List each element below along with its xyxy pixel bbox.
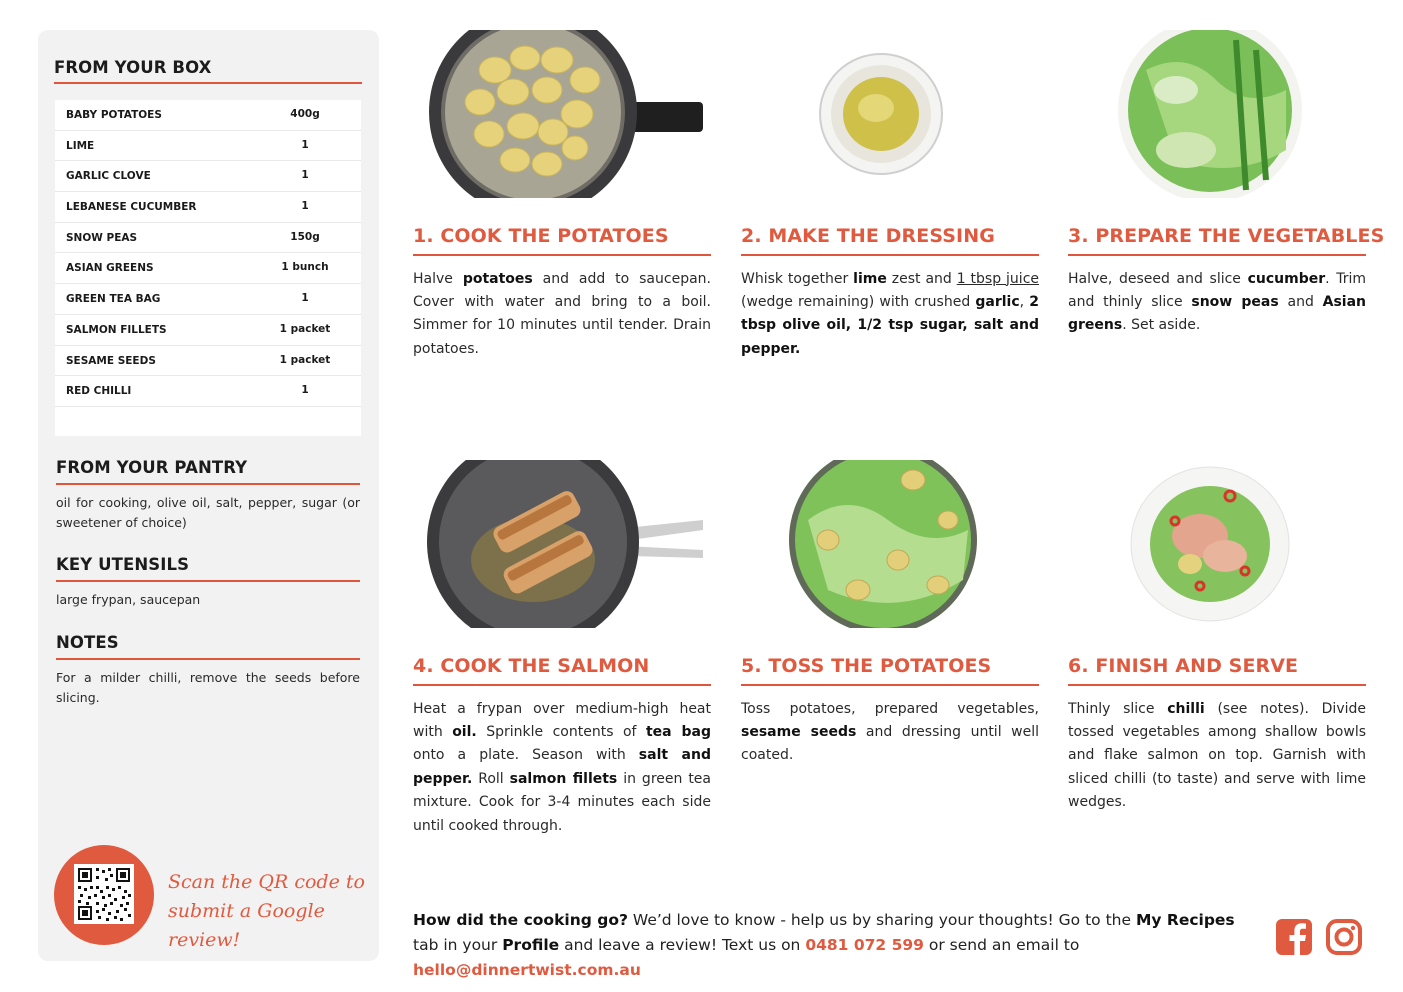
step-3 (1068, 225, 1385, 338)
notes-title: NOTES (56, 633, 119, 652)
table-row (55, 315, 361, 346)
instruction-text: . Set aside. (1122, 317, 1201, 334)
divider (56, 483, 360, 485)
step-2 (741, 225, 1039, 361)
instruction-text: Halve, deseed and slice (1068, 270, 1248, 287)
divider (741, 254, 1039, 256)
divider (56, 580, 360, 582)
ingredient-name: BABY POTATOES (66, 109, 162, 121)
divider (413, 684, 711, 686)
instruction-text: (wedge remaining) with crushed (741, 293, 976, 310)
ingredient-qty: 1 (301, 200, 309, 213)
ingredient-name: GARLIC CLOVE (66, 170, 151, 183)
ingredient-highlight: salmon fillets (509, 770, 618, 787)
step-instructions (741, 268, 1039, 362)
ingredient-qty: 1 packet (279, 322, 331, 335)
instruction-text: Roll (472, 770, 510, 787)
ingredient-name: SALMON FILLETS (66, 323, 167, 336)
notes-text: For a milder chilli, remove the seeds before slicing. (56, 669, 360, 705)
ingredient-name: SESAME SEEDS (66, 354, 156, 367)
ingredient-name: ASIAN GREENS (66, 262, 154, 275)
instruction-text: in green tea mixture. Cook for 3-4 minutes each side until cooked through. (413, 770, 712, 834)
divider (56, 658, 360, 660)
ingredient-qty: 1 (301, 138, 309, 151)
ingredient-highlight: snow peas (1191, 293, 1279, 310)
instruction-text: zest and (886, 270, 957, 287)
ingredient-highlight: chilli (1167, 700, 1205, 717)
step-title: 6. FINISH AND SERVE (1068, 655, 1299, 677)
instruction-text: Heat a frypan over medium-high heat with (413, 700, 711, 740)
step-instructions (741, 698, 1039, 768)
footer-text: We’d love to know - help us by sharing your thoughts! Go to the (627, 911, 1136, 929)
step-title: 3. PREPARE THE VEGETABLES (1068, 225, 1385, 247)
table-row (55, 223, 361, 254)
ingredient-qty: 400g (290, 108, 320, 120)
qr-caption: Scan the QR code to submit a Google review! (168, 871, 365, 951)
review-question: How did the cooking go? (413, 911, 628, 929)
phone-link[interactable]: 0481 072 599 (805, 936, 924, 954)
potatoes-saucepan-image (425, 30, 705, 198)
ingredient-highlight: potatoes (462, 270, 533, 287)
divider (1068, 684, 1366, 686)
notes-section (56, 633, 360, 708)
divider (1068, 254, 1366, 256)
sidebar (38, 30, 379, 961)
pantry-section (56, 458, 360, 533)
ingredient-highlight: sesame seeds (741, 723, 857, 740)
footer-text: or send an email to (923, 936, 1080, 954)
ingredient-highlight: Asian greens (1068, 293, 1366, 334)
table-row (55, 284, 361, 315)
ingredient-qty: 150g (290, 230, 320, 243)
profile-link[interactable]: Profile (502, 936, 560, 954)
instruction-text: . Trim and thinly slice (1068, 270, 1366, 310)
vegetables-plate-image (1116, 30, 1304, 198)
utensils-title: KEY UTENSILS (56, 555, 190, 574)
facebook-icon[interactable] (1275, 918, 1313, 956)
step-title: 4. COOK THE SALMON (413, 655, 650, 677)
instruction-text: and (1278, 293, 1323, 310)
ingredient-qty: 1 packet (279, 353, 331, 366)
qr-code[interactable] (74, 864, 134, 924)
ingredient-qty: 1 (301, 384, 309, 397)
step-title: 2. MAKE THE DRESSING (741, 225, 995, 247)
instruction-text: Toss potatoes, prepared vegetables, (741, 700, 1039, 717)
divider (741, 684, 1039, 686)
instruction-text: Sprinkle contents of (476, 723, 646, 740)
instruction-text: Thinly slice (1068, 700, 1168, 717)
pantry-text: oil for cooking, olive oil, salt, pepper, sugar (or sweetener of choice) (56, 494, 360, 530)
step-title: 1. COOK THE POTATOES (413, 225, 669, 247)
ingredient-qty: 1 bunch (281, 261, 329, 274)
ingredient-highlight: cucumber (1247, 270, 1326, 287)
divider (54, 82, 362, 84)
dressing-bowl-image (818, 52, 944, 176)
ingredient-name: SNOW PEAS (66, 231, 138, 244)
review-footer (413, 908, 1263, 983)
ingredient-qty: 1 (301, 169, 309, 182)
instruction-text: and dressing until well coated. (741, 723, 1039, 764)
table-row (55, 192, 361, 223)
instruction-text: (see notes). Divide tossed vegetables among shallow bowls and flake salmon on top. Garnish with sliced chilli (to taste) and serve with lime wedges. (1068, 700, 1366, 811)
instagram-icon[interactable] (1325, 918, 1363, 956)
instruction-text: and add to saucepan. Cover with water and bring to a boil. Simmer for 10 minutes until tender. Drain potatoes. (413, 270, 711, 357)
table-row (55, 161, 361, 192)
footer-text: tab in your (413, 936, 503, 954)
utensils-text: large frypan, saucepan (56, 591, 201, 607)
footer-text: and leave a review! Text us on (559, 936, 806, 954)
divider (413, 254, 711, 256)
step-4 (413, 655, 711, 838)
table-row (55, 131, 361, 162)
ingredient-highlight: tea bag (645, 723, 712, 740)
table-row (55, 253, 361, 284)
instruction-text: onto a plate. Season with (413, 747, 639, 764)
ingredient-highlight: 2 tbsp olive oil, 1/2 tsp sugar, salt and pepper. (741, 293, 1040, 357)
salmon-frypan-image (425, 460, 705, 628)
utensils-section (56, 555, 360, 610)
table-row (55, 376, 361, 407)
step-5 (741, 655, 1039, 768)
ingredient-highlight: salt and pepper. (413, 747, 711, 787)
ingredient-name: LEBANESE CUCUMBER (66, 201, 197, 214)
step-instructions (413, 698, 711, 838)
tossed-salad-image (788, 460, 978, 628)
table-row (55, 346, 361, 377)
ingredient-name: RED CHILLI (66, 385, 132, 398)
ingredient-qty: 1 (301, 292, 309, 305)
step-instructions (1068, 268, 1366, 338)
ingredient-table (55, 100, 361, 436)
qr-code-badge[interactable] (54, 845, 154, 945)
my-recipes-link[interactable]: My Recipes (1135, 911, 1235, 929)
ingredient-highlight: oil. (452, 723, 477, 740)
ingredient-name: LIME (66, 139, 95, 152)
instruction-text: Whisk together (741, 270, 854, 287)
step-instructions (413, 268, 711, 362)
ingredient-highlight: lime (853, 270, 887, 287)
email-link[interactable]: hello@dinnertwist.com.au (413, 961, 641, 979)
served-bowl-image (1130, 466, 1290, 622)
instruction-text: Halve (413, 270, 463, 287)
pantry-title: FROM YOUR PANTRY (56, 458, 248, 477)
ingredient-name: GREEN TEA BAG (66, 293, 161, 306)
measure-highlight: 1 tbsp juice (956, 270, 1040, 287)
ingredient-highlight: garlic (975, 293, 1020, 310)
step-1 (413, 225, 711, 361)
table-row (55, 100, 361, 131)
instruction-text: , (1019, 293, 1030, 310)
step-instructions (1068, 698, 1366, 815)
box-title: FROM YOUR BOX (54, 58, 212, 77)
step-6 (1068, 655, 1366, 815)
step-title: 5. TOSS THE POTATOES (741, 655, 992, 677)
